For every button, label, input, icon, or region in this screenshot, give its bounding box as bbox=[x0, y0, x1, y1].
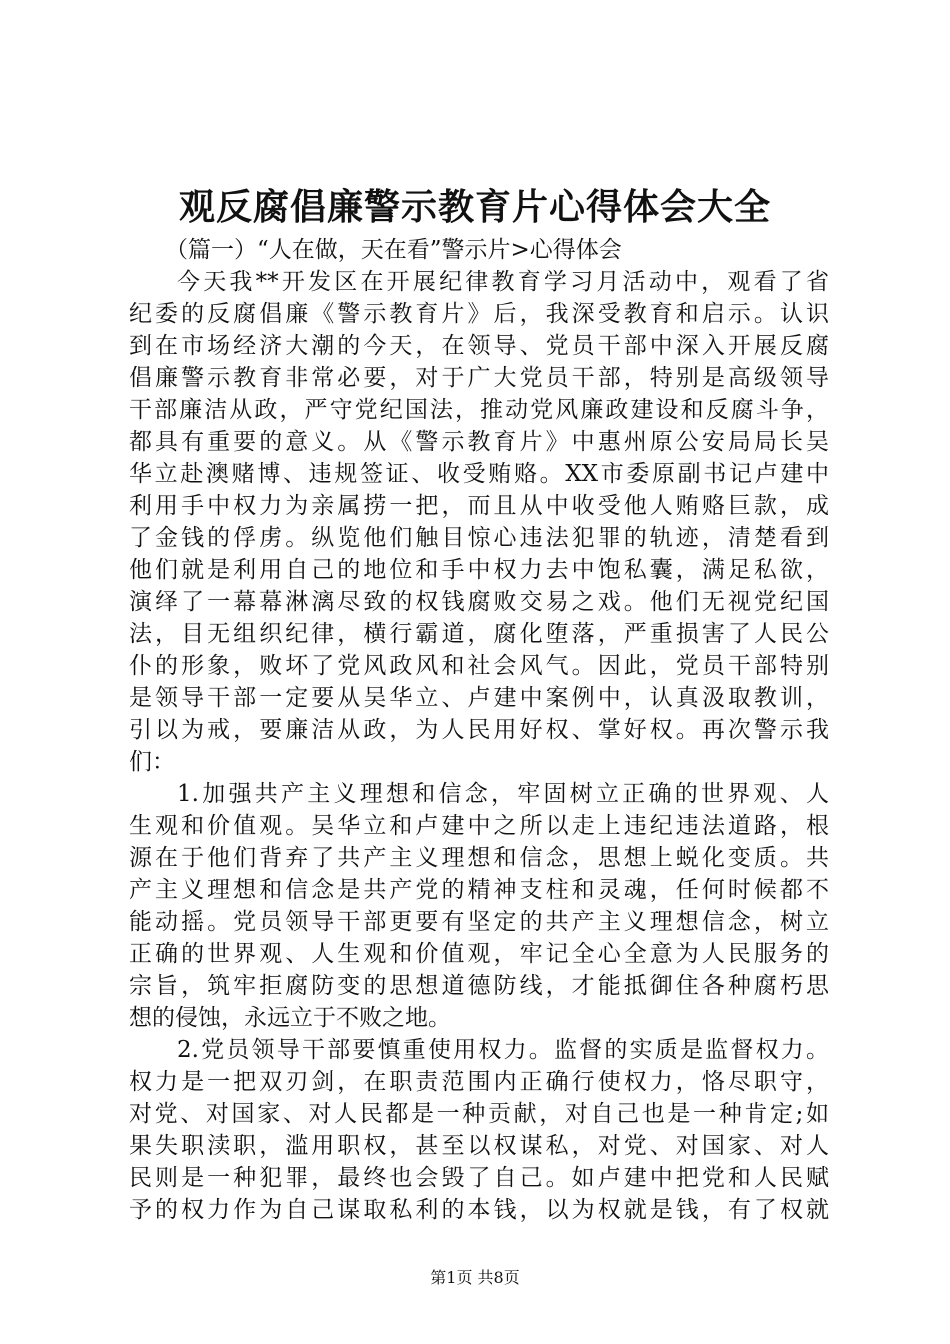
paragraph-line: 对党、对国家、对人民都是一种贡献，对自己也是一种肯定;如 bbox=[129, 1101, 829, 1127]
paragraph-line: 源在于他们背弃了共产主义理想和信念，思想上蜕化变质。共 bbox=[129, 845, 829, 871]
document-subtitle: （篇一）“人在做，天在看”警示片>心得体会 bbox=[165, 237, 622, 263]
paragraph-line: 仆的形象，败坏了党风政风和社会风气。因此，党员干部特别 bbox=[129, 653, 829, 679]
paragraph-line: 产主义理想和信念是共产党的精神支柱和灵魂，任何时候都不 bbox=[129, 877, 829, 903]
paragraph-line: 权力是一把双刃剑，在职责范围内正确行使权力，恪尽职守， bbox=[129, 1069, 829, 1095]
paragraph-line: 能动摇。党员领导干部更要有坚定的共产主义理想信念，树立 bbox=[129, 909, 829, 935]
paragraph-line: 1.加强共产主义理想和信念，牢固树立正确的世界观、人 bbox=[177, 781, 829, 807]
paragraph-line: 法，目无组织纪律，横行霸道，腐化堕落，严重损害了人民公 bbox=[129, 621, 829, 647]
document-title: 观反腐倡廉警示教育片心得体会大全 bbox=[178, 186, 771, 228]
paragraph-3 bbox=[129, 1034, 829, 1226]
paragraph-line: 利用手中权力为亲属捞一把，而且从中收受他人贿赂巨款，成 bbox=[129, 493, 829, 519]
paragraph-line: 是领导干部一定要从吴华立、卢建中案例中，认真汲取教训， bbox=[129, 685, 829, 711]
paragraph-line: 民则是一种犯罪，最终也会毁了自己。如卢建中把党和人民赋 bbox=[129, 1165, 829, 1191]
paragraph-line: 2.党员领导干部要慎重使用权力。监督的实质是监督权力。 bbox=[177, 1037, 829, 1063]
paragraph-line: 引以为戒，要廉洁从政，为人民用好权、掌好权。再次警示我 bbox=[129, 717, 829, 743]
paragraph-line: 纪委的反腐倡廉《警示教育片》后，我深受教育和启示。认识 bbox=[129, 301, 829, 327]
paragraph-line: 他们就是利用自己的地位和手中权力去中饱私囊，满足私欲， bbox=[129, 557, 829, 583]
page-number-footer: 第1页 共8页 bbox=[430, 1268, 520, 1287]
paragraph-line: 果失职渎职，滥用职权，甚至以权谋私，对党、对国家、对人 bbox=[129, 1133, 829, 1159]
paragraph-line: 想的侵蚀，永远立于不败之地。 bbox=[129, 1005, 451, 1031]
paragraph-line: 正确的世界观、人生观和价值观，牢记全心全意为人民服务的 bbox=[129, 941, 829, 967]
paragraph-line: 演绎了一幕幕淋漓尽致的权钱腐败交易之戏。他们无视党纪国 bbox=[129, 589, 829, 615]
paragraph-line: 宗旨，筑牢拒腐防变的思想道德防线，才能抵御住各种腐朽思 bbox=[129, 973, 829, 999]
paragraph-line: 今天我**开发区在开展纪律教育学习月活动中，观看了省 bbox=[177, 269, 829, 295]
paragraph-line: 倡廉警示教育非常必要，对于广大党员干部，特别是高级领导 bbox=[129, 365, 829, 391]
paragraph-line: 予的权力作为自己谋取私利的本钱，以为权就是钱，有了权就 bbox=[129, 1197, 829, 1223]
paragraph-line: 到在市场经济大潮的今天，在领导、党员干部中深入开展反腐 bbox=[129, 333, 829, 359]
paragraph-line: 华立赴澳赌博、违规签证、收受贿赂。XX市委原副书记卢建中 bbox=[129, 461, 829, 487]
paragraph-2 bbox=[129, 778, 829, 1034]
paragraph-line: 干部廉洁从政，严守党纪国法，推动党风廉政建设和反腐斗争， bbox=[129, 397, 829, 423]
paragraph-line: 们： bbox=[129, 749, 175, 775]
paragraph-line: 都具有重要的意义。从《警示教育片》中惠州原公安局局长吴 bbox=[129, 429, 829, 455]
paragraph-line: 生观和价值观。吴华立和卢建中之所以走上违纪违法道路，根 bbox=[129, 813, 829, 839]
paragraph-line: 了金钱的俘虏。纵览他们触目惊心违法犯罪的轨迹，清楚看到 bbox=[129, 525, 829, 551]
paragraph-1 bbox=[129, 266, 829, 778]
